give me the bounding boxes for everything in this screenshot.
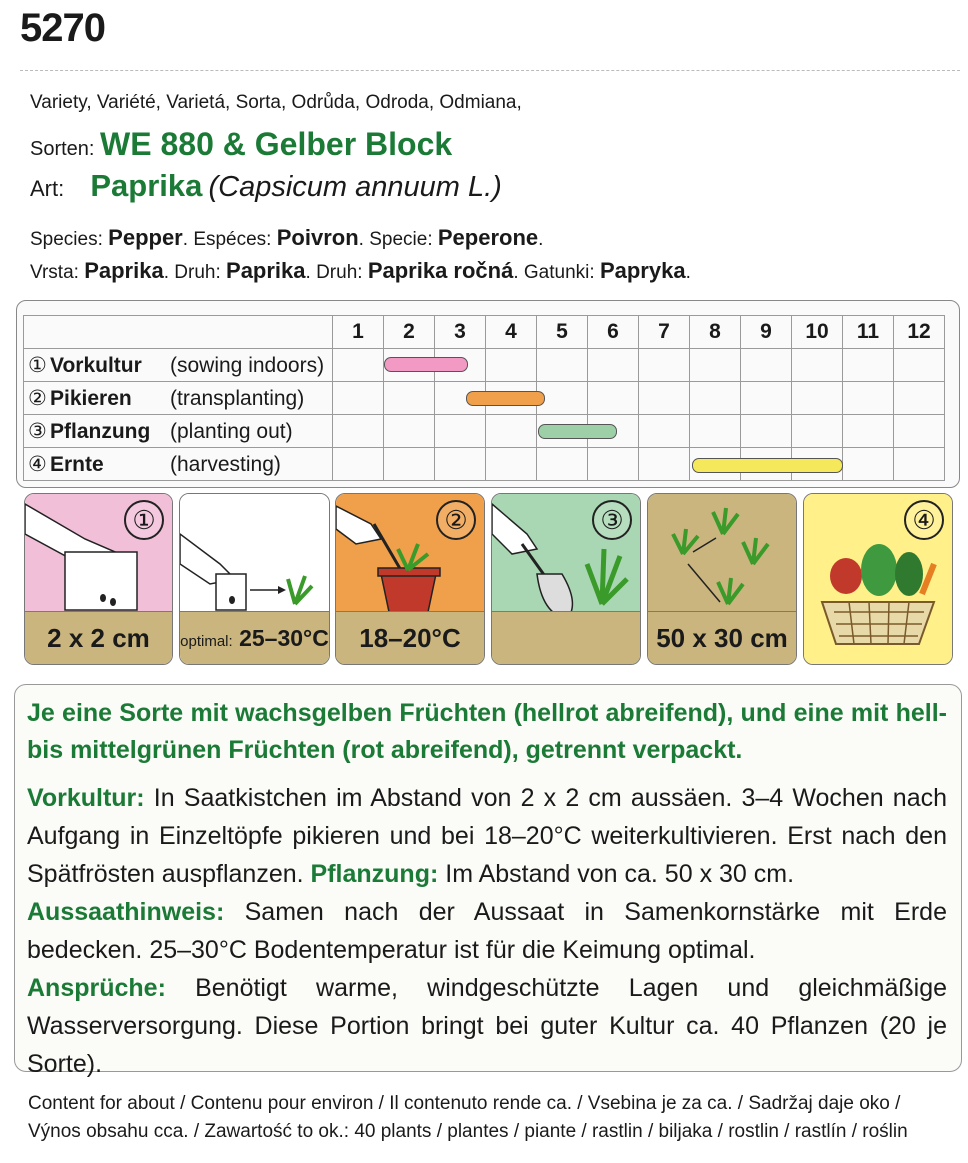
panel-caption: 18–20°C [336,611,484,664]
intro-text: Je eine Sorte mit wachsgelben Früchten (hellrot abreifend), und eine mit hell- bis mittelgrünen Früchten (rot abreifend), getrennt verpackt. [27,699,947,764]
panel-planting-out [491,493,641,665]
sorten-label: Sorten: [30,138,95,160]
month-header: 3 [435,316,486,349]
row-german-label: Pikieren [50,386,132,410]
panel-germination [179,493,330,665]
calendar-row [24,349,945,382]
heading-aussaathinweis: Aussaathinweis: [27,898,225,926]
variety-line: Variety, Variété, Varietá, Sorta, Odrůda, Odroda, Odmiana, [30,92,522,113]
species-value: Pepper [108,225,183,250]
caption-value: 25–30°C [239,625,329,651]
text-aussaathinweis: Samen nach der Aussaat in Samenkornstärke mit Erde bedecken. 25–30°C Bodentemperatur ist für die Keimung optimal. [27,898,947,964]
row-label [24,448,333,481]
calendar-bar [384,357,468,372]
calendar-header-row [24,316,945,349]
month-header: 8 [690,316,741,349]
panel-caption: 2 x 2 cm [25,611,172,664]
month-header: 6 [588,316,639,349]
heading-ansprueche: Ansprüche: [27,974,166,1002]
panel-caption [180,611,329,664]
art-line [30,168,502,204]
panel-sowing [24,493,173,665]
row-number: ② [28,386,47,410]
step-number: ④ [904,500,944,540]
row-english-label: (sowing indoors) [170,353,325,377]
species-label: Druh: [174,262,221,283]
row-english-label: (harvesting) [170,452,281,476]
art-value: Paprika [90,168,203,203]
month-header: 5 [537,316,588,349]
text-vorkultur: In Saatkistchen im Abstand von 2 x 2 cm aussäen. 3–4 Wochen nach Aufgang in Einzeltöpfe pikieren und bei 18–20°C weiterkultivieren. Erst nach den Spätfrösten auspflanzen. [27,784,947,888]
calendar-bar [692,458,843,473]
month-header: 4 [486,316,537,349]
species-label: Espéces: [193,229,272,250]
species-value: Peperone [437,225,539,250]
calendar-row [24,415,945,448]
caption-small: optimal: [180,633,233,650]
row-german-label: Vorkultur [50,353,142,377]
month-header: 12 [894,316,945,349]
description-box [14,684,962,1078]
calendar-bar [538,424,617,439]
row-number: ③ [28,419,47,443]
row-number: ① [28,353,47,377]
species-label: Species: [30,229,103,250]
month-header: 2 [384,316,435,349]
month-header: 7 [639,316,690,349]
species-label: Gatunki: [523,262,595,283]
panel-spacing [647,493,797,665]
month-header: 1 [333,316,384,349]
text-pflanzung: Im Abstand von ca. 50 x 30 cm. [438,860,795,888]
divider [20,70,960,71]
content-line-2: Výnos obsahu cca. / Zawartość to ok.: 40 plants / plantes / piante / rastlin / biljaka / rostlin / rastlín / roślin [28,1121,908,1142]
row-label [24,382,333,415]
row-label [24,415,333,448]
month-header: 11 [843,316,894,349]
heading-vorkultur: Vorkultur: [27,784,145,812]
species-line-1: Species: Pepper. Espéces: Poivron. Specie: Peperone. [30,225,544,250]
sorten-line [30,126,452,163]
art-label: Art: [30,176,65,201]
row-english-label: (transplanting) [170,386,305,410]
species-line-2: Vrsta: Paprika. Druh: Paprika. Druh: Paprika ročná. Gatunki: Papryka. [30,258,691,283]
panel-transplanting [335,493,485,665]
instructions-text [27,779,947,1083]
content-info [28,1090,908,1146]
text-ansprueche: Benötigt warme, windgeschützte Lagen und gleichmäßige Wasserversorgung. Diese Portion bringt bei guter Kultur ca. 40 Pflanzen (20 je Sorte). [27,974,947,1078]
species-value: Paprika [226,258,306,283]
species-label: Druh: [316,262,363,283]
row-number: ④ [28,452,47,476]
calendar-corner [24,316,333,349]
step-number: ③ [592,500,632,540]
step-number: ② [436,500,476,540]
row-german-label: Pflanzung [50,419,151,443]
species-label: Specie: [369,229,433,250]
heading-pflanzung: Pflanzung: [310,860,439,888]
species-label: Vrsta: [30,262,79,283]
month-header: 10 [792,316,843,349]
species-value: Poivron [276,225,359,250]
species-value: Paprika [84,258,164,283]
calendar-bar [466,391,545,406]
content-line-1: Content for about / Contenu pour environ / Il contenuto rende ca. / Vsebina je za ca. / Sadržaj daje oko / [28,1093,901,1114]
panel-caption: 50 x 30 cm [648,611,796,664]
month-header: 9 [741,316,792,349]
sorten-value: WE 880 & Gelber Block [100,126,453,162]
row-english-label: (planting out) [170,419,293,443]
panel-harvest [803,493,953,665]
product-code: 5270 [20,6,105,50]
panel-caption [492,611,640,664]
step-number: ① [124,500,164,540]
sowing-calendar [16,300,960,488]
species-value: Papryka [599,258,686,283]
species-value: Paprika ročná [367,258,514,283]
row-label [24,349,333,382]
art-latin: (Capsicum annuum L.) [208,171,502,203]
row-german-label: Ernte [50,452,104,476]
